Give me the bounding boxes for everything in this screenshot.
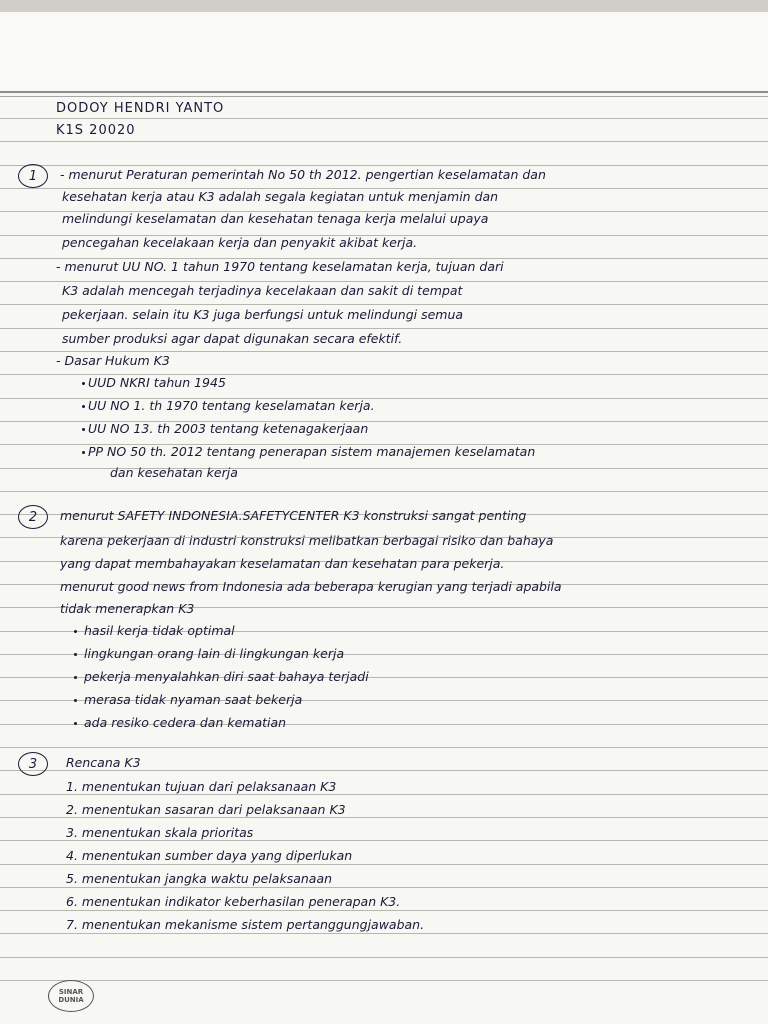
student-code: K1S 20020 (56, 123, 136, 138)
bullet-dot (82, 428, 85, 431)
page-header-margin (0, 12, 768, 90)
ruled-line (0, 747, 768, 748)
s3-title: Rencana K3 (66, 755, 141, 770)
s2-bullet-4: merasa tidak nyaman saat bekerja (84, 692, 303, 707)
s1-line-3: melindungi keselamatan dan kesehatan tenaga kerja melalui upaya (62, 211, 489, 226)
s1-bullet-3: UU NO 13. th 2003 tentang ketenagakerjaan (88, 421, 369, 436)
ruled-line (0, 980, 768, 981)
section-2-number: 2 (18, 505, 48, 529)
s1-line-8: sumber produksi agar dapat digunakan secara efektif. (62, 331, 403, 346)
s1-line-9: - Dasar Hukum K3 (56, 353, 170, 368)
bullet-dot (82, 382, 85, 385)
s3-item-6: 6. menentukan indikator keberhasilan penerapan K3. (66, 894, 401, 909)
s1-line-2: kesehatan kerja atau K3 adalah segala kegiatan untuk menjamin dan (62, 189, 499, 204)
s3-item-5: 5. menentukan jangka waktu pelaksanaan (66, 871, 333, 886)
header-rule-2 (0, 96, 768, 97)
bullet-dot (82, 405, 85, 408)
bullet-dot (74, 653, 77, 656)
s3-item-4: 4. menentukan sumber daya yang diperlukan (66, 848, 353, 863)
section-3-number: 3 (18, 752, 48, 776)
s2-bullet-3: pekerja menyalahkan diri saat bahaya terjadi (84, 669, 369, 684)
page-top-edge (0, 0, 768, 12)
section-1-number: 1 (18, 164, 48, 188)
s1-line-1: - menurut Peraturan pemerintah No 50 th 2012. pengertian keselamatan dan (60, 167, 546, 182)
s1-line-5: - menurut UU NO. 1 tahun 1970 tentang keselamatan kerja, tujuan dari (56, 259, 504, 274)
bullet-dot (74, 722, 77, 725)
bullet-dot (74, 699, 77, 702)
s1-line-6: K3 adalah mencegah terjadinya kecelakaan dan sakit di tempat (62, 283, 463, 298)
bullet-dot (74, 630, 77, 633)
s2-line-5: tidak menerapkan K3 (60, 601, 195, 616)
logo-line-2: DUNIA (58, 996, 84, 1004)
s2-bullet-1: hasil kerja tidak optimal (84, 623, 235, 638)
bullet-dot (74, 676, 77, 679)
s1-bullet-2: UU NO 1. th 1970 tentang keselamatan kerja. (88, 398, 375, 413)
s3-item-7: 7. menentukan mekanisme sistem pertanggungjawaban. (66, 917, 425, 932)
s2-line-3: yang dapat membahayakan keselamatan dan kesehatan para pekerja. (60, 556, 505, 571)
student-name: DODOY HENDRI YANTO (56, 101, 225, 116)
s2-bullet-5: ada resiko cedera dan kematian (84, 715, 287, 730)
bullet-dot (82, 451, 85, 454)
s1-line-4: pencegahan kecelakaan kerja dan penyakit akibat kerja. (62, 235, 418, 250)
logo-line-1: SINAR (58, 988, 84, 996)
s1-bullet-4-cont: dan kesehatan kerja (110, 465, 238, 480)
s3-item-1: 1. menentukan tujuan dari pelaksanaan K3 (66, 779, 337, 794)
s2-line-2: karena pekerjaan di industri konstruksi melibatkan berbagai risiko dan bahaya (60, 533, 554, 548)
s1-bullet-4: PP NO 50 th. 2012 tentang penerapan sistem manajemen keselamatan (88, 444, 536, 459)
s2-line-1: menurut SAFETY INDONESIA.SAFETYCENTER K3 konstruksi sangat penting (60, 508, 527, 523)
s1-line-7: pekerjaan. selain itu K3 juga berfungsi untuk melindungi semua (62, 307, 464, 322)
s2-line-4: menurut good news from Indonesia ada beberapa kerugian yang terjadi apabila (60, 579, 562, 594)
header-rule (0, 91, 768, 93)
s3-item-2: 2. menentukan sasaran dari pelaksanaan K3 (66, 802, 346, 817)
brand-logo (48, 980, 94, 1012)
ruled-line (0, 491, 768, 492)
ruled-line (0, 957, 768, 958)
s3-item-3: 3. menentukan skala prioritas (66, 825, 254, 840)
s1-bullet-1: UUD NKRI tahun 1945 (88, 375, 226, 390)
s2-bullet-2: lingkungan orang lain di lingkungan kerja (84, 646, 345, 661)
